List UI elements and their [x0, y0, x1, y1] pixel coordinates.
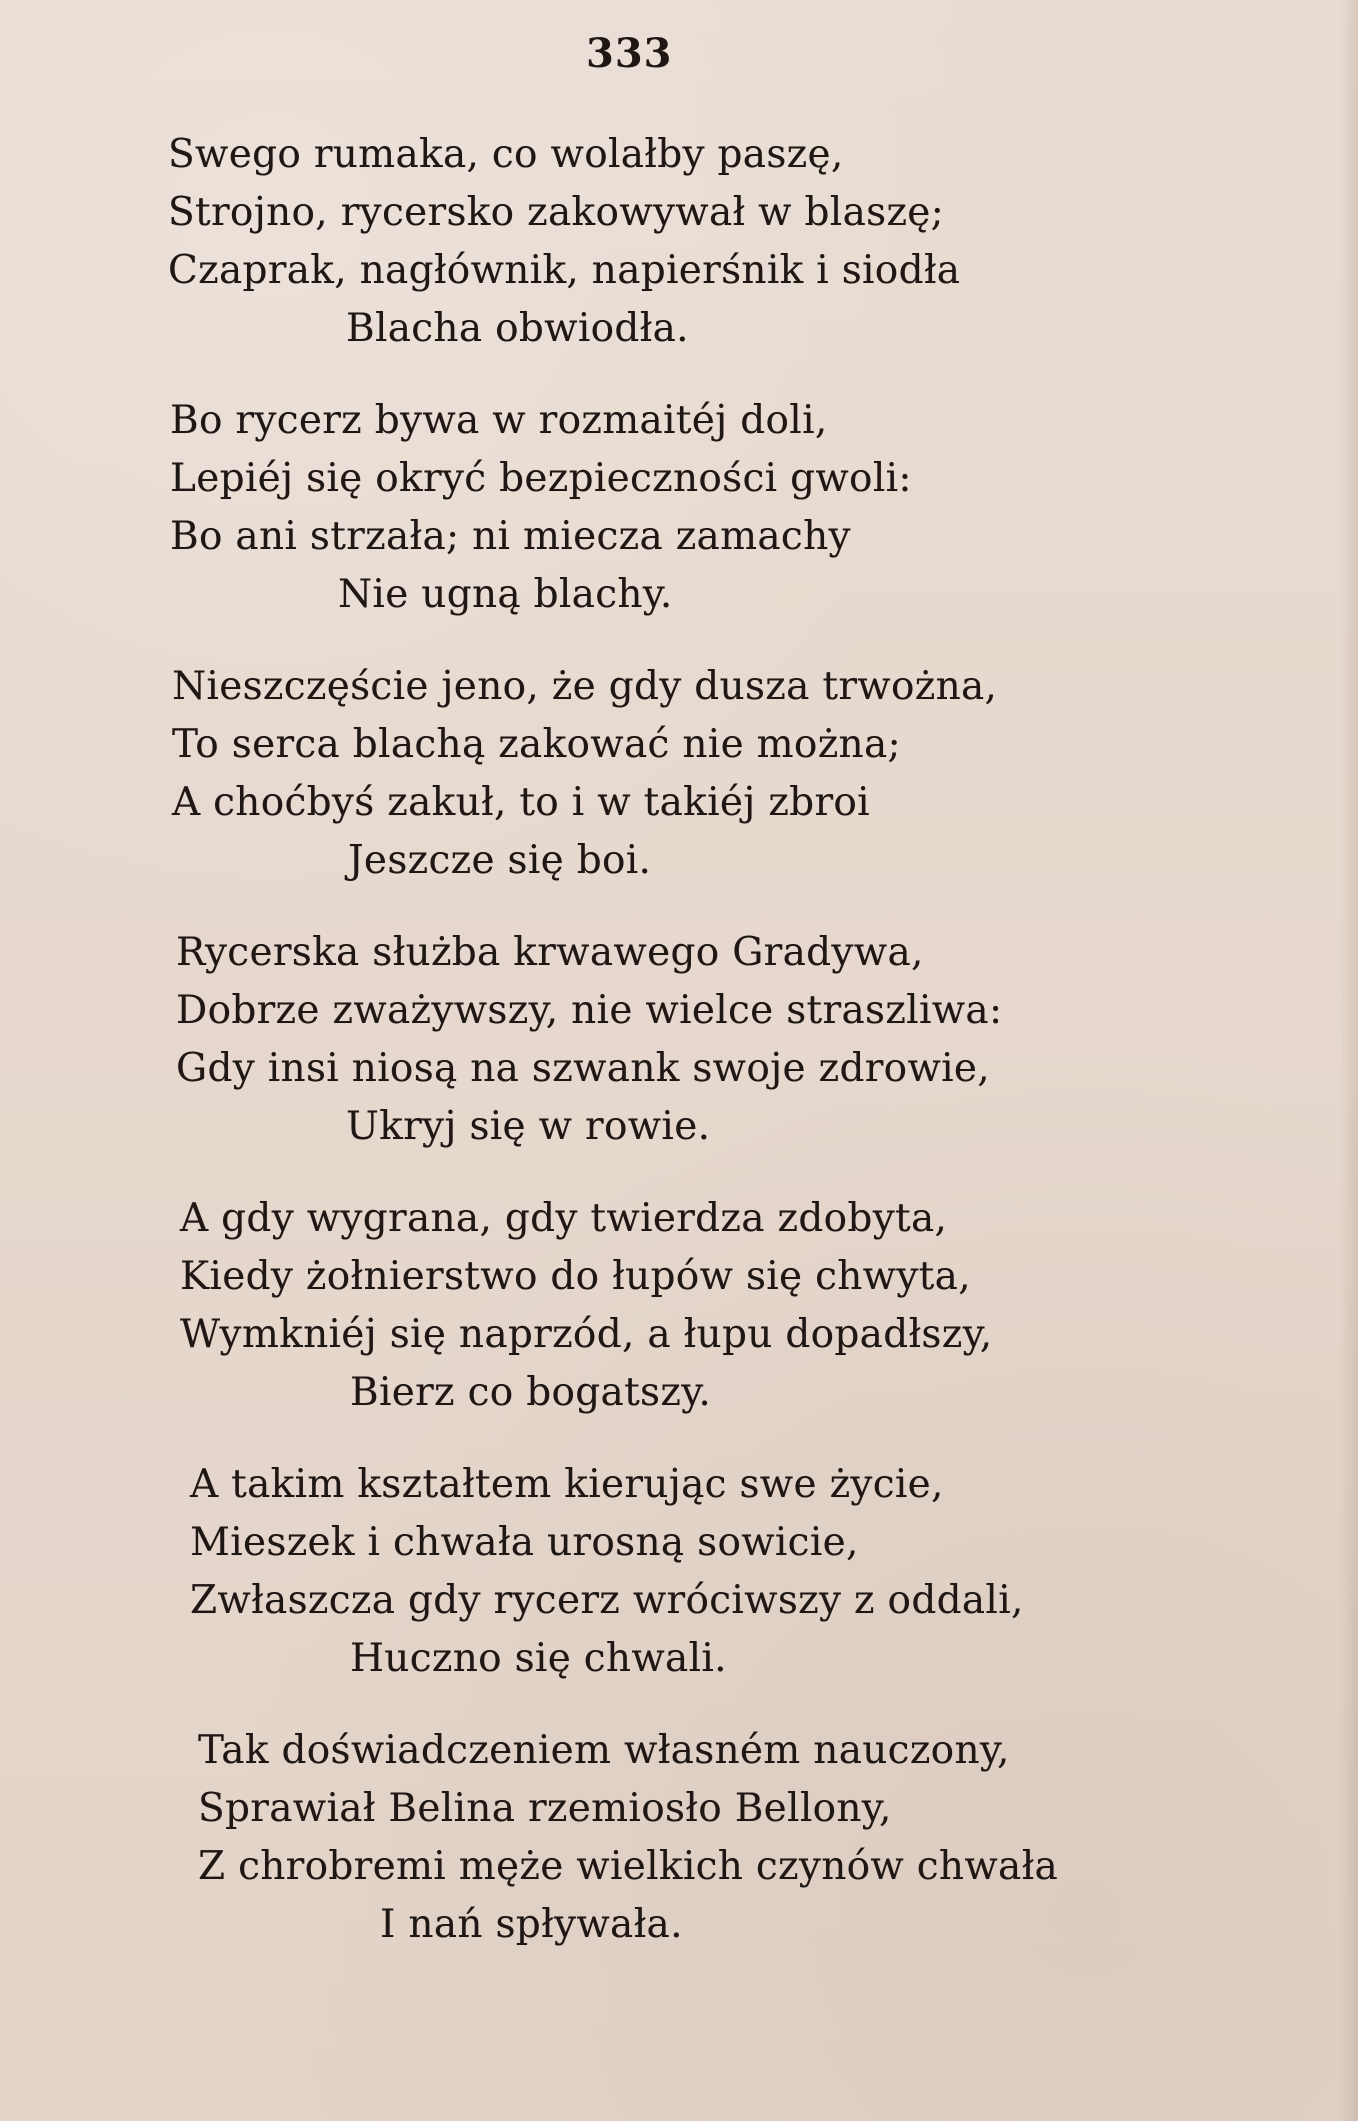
poem-line: Strojno, rycersko zakowywał w blaszę; [168, 190, 945, 235]
poem-line: Tak doświadczeniem własném nauczony, [198, 1728, 1010, 1773]
page-number: 333 [586, 30, 673, 77]
poem-line-indented: Blacha obwiodła. [346, 306, 689, 351]
poem-line: Bo ani strzała; ni miecza zamachy [170, 514, 851, 559]
poem-line: Swego rumaka, co wolałby paszę, [168, 132, 844, 177]
poem-text [168, 126, 1198, 1988]
poem-line: Kiedy żołnierstwo do łupów się chwyta, [180, 1254, 971, 1299]
poem-line: A gdy wygrana, gdy twierdza zdobyta, [180, 1196, 948, 1241]
page-edge-shadow [1340, 0, 1358, 2121]
poem-line-indented: I nań spływała. [380, 1902, 683, 1947]
poem-line: Zwłaszcza gdy rycerz wróciwszy z oddali, [190, 1578, 1024, 1623]
poem-line: A takim kształtem kierując swe życie, [190, 1462, 944, 1507]
poem-line-indented: Huczno się chwali. [350, 1636, 727, 1681]
poem-line: Gdy insi niosą na szwank swoje zdrowie, [176, 1046, 990, 1091]
poem-line-indented: Nie ugną blachy. [338, 572, 673, 617]
stanza-5 [168, 1190, 1198, 1422]
stanza-2 [168, 392, 1198, 624]
poem-line: Dobrze zważywszy, nie wielce straszliwa: [176, 988, 1003, 1033]
poem-line: A choćbyś zakuł, to i w takiéj zbroi [172, 780, 870, 825]
stanza-7 [168, 1722, 1198, 1954]
stanza-1 [168, 126, 1198, 358]
poem-line: Sprawiał Belina rzemiosło Bellony, [198, 1786, 892, 1831]
stanza-4 [168, 924, 1198, 1156]
poem-line: Lepiéj się okryć bezpieczności gwoli: [170, 456, 912, 501]
poem-line: Wymkniéj się naprzód, a łupu dopadłszy, [180, 1312, 993, 1357]
poem-line-indented: Ukryj się w rowie. [346, 1104, 711, 1149]
poem-line: Mieszek i chwała urosną sowicie, [190, 1520, 859, 1565]
poem-line: Rycerska służba krwawego Gradywa, [176, 930, 924, 975]
poem-line: Nieszczęście jeno, że gdy dusza trwożna, [172, 664, 998, 709]
poem-line-indented: Jeszcze się boi. [348, 838, 652, 883]
poem-line: Z chrobremi męże wielkich czynów chwała [198, 1844, 1059, 1889]
poem-line-indented: Bierz co bogatszy. [350, 1370, 712, 1415]
stanza-6 [168, 1456, 1198, 1688]
stanza-3 [168, 658, 1198, 890]
poem-line: Czaprak, nagłównik, napierśnik i siodła [168, 248, 961, 293]
poem-line: Bo rycerz bywa w rozmaitéj doli, [170, 398, 828, 443]
poem-line: To serca blachą zakować nie można; [172, 722, 901, 767]
